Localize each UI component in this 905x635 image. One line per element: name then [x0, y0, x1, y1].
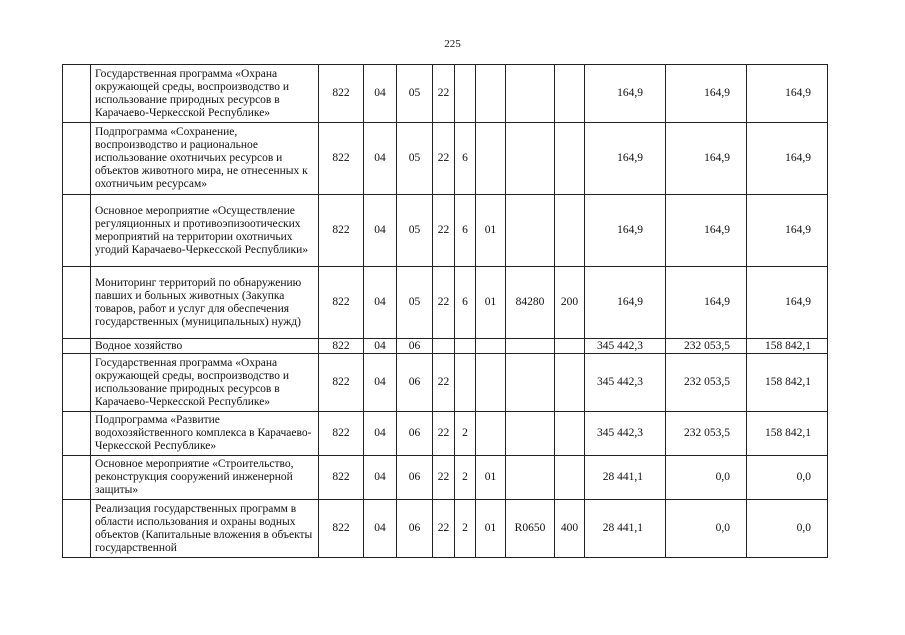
amount-year3-cell: 164,9	[747, 195, 828, 267]
row-number-cell	[63, 65, 91, 123]
subprogram-cell: 2	[455, 500, 476, 558]
amount-year2-cell: 232 053,5	[666, 354, 747, 412]
program-cell: 22	[433, 412, 455, 456]
amount-year2-cell: 0,0	[666, 500, 747, 558]
amount-year3-cell: 158 842,1	[747, 412, 828, 456]
direction-cell	[506, 195, 555, 267]
event-cell	[476, 123, 506, 195]
amount-year2-cell: 164,9	[666, 195, 747, 267]
direction-cell: 84280	[506, 267, 555, 339]
amount-year2-cell: 232 053,5	[666, 339, 747, 354]
expense-type-cell	[555, 456, 585, 500]
program-cell: 22	[433, 456, 455, 500]
amount-year1-cell: 164,9	[585, 65, 666, 123]
item-name-cell: Государственная программа «Охрана окружающей среды, воспроизводство и использование природных ресурсов в Карачаево-Черкесской Республике»	[91, 65, 319, 123]
amount-year2-cell: 164,9	[666, 267, 747, 339]
razdel-cell: 04	[364, 456, 397, 500]
table-row	[63, 123, 828, 195]
amount-year1-cell: 164,9	[585, 195, 666, 267]
row-number-cell	[63, 354, 91, 412]
program-cell	[433, 339, 455, 354]
vedomstvo-cell: 822	[319, 339, 364, 354]
subprogram-cell: 6	[455, 267, 476, 339]
razdel-cell: 04	[364, 267, 397, 339]
row-number-cell	[63, 412, 91, 456]
row-number-cell	[63, 195, 91, 267]
razdel-cell: 04	[364, 65, 397, 123]
vedomstvo-cell: 822	[319, 65, 364, 123]
amount-year1-cell: 28 441,1	[585, 456, 666, 500]
subprogram-cell: 2	[455, 456, 476, 500]
amount-year2-cell: 164,9	[666, 123, 747, 195]
amount-year1-cell: 28 441,1	[585, 500, 666, 558]
razdel-cell: 04	[364, 195, 397, 267]
direction-cell	[506, 412, 555, 456]
vedomstvo-cell: 822	[319, 354, 364, 412]
table-row	[63, 339, 828, 354]
item-name-cell: Водное хозяйство	[91, 339, 319, 354]
amount-year1-cell: 164,9	[585, 267, 666, 339]
vedomstvo-cell: 822	[319, 267, 364, 339]
podrazdel-cell: 05	[397, 123, 433, 195]
item-name-cell: Государственная программа «Охрана окружающей среды, воспроизводство и использование природных ресурсов в Карачаево-Черкесской Республике»	[91, 354, 319, 412]
direction-cell	[506, 456, 555, 500]
event-cell	[476, 354, 506, 412]
item-name-cell: Основное мероприятие «Строительство, реконструкция сооружений инженерной защиты»	[91, 456, 319, 500]
amount-year2-cell: 0,0	[666, 456, 747, 500]
expense-type-cell: 400	[555, 500, 585, 558]
table-row	[63, 267, 828, 339]
amount-year1-cell: 164,9	[585, 123, 666, 195]
event-cell: 01	[476, 267, 506, 339]
row-number-cell	[63, 267, 91, 339]
razdel-cell: 04	[364, 412, 397, 456]
table-row	[63, 412, 828, 456]
amount-year3-cell: 158 842,1	[747, 339, 828, 354]
vedomstvo-cell: 822	[319, 123, 364, 195]
direction-cell	[506, 339, 555, 354]
vedomstvo-cell: 822	[319, 500, 364, 558]
amount-year3-cell: 158 842,1	[747, 354, 828, 412]
amount-year2-cell: 232 053,5	[666, 412, 747, 456]
row-number-cell	[63, 339, 91, 354]
expense-type-cell	[555, 339, 585, 354]
amount-year3-cell: 0,0	[747, 500, 828, 558]
podrazdel-cell: 06	[397, 354, 433, 412]
table-row	[63, 456, 828, 500]
row-number-cell	[63, 500, 91, 558]
amount-year3-cell: 164,9	[747, 65, 828, 123]
table-body	[63, 65, 828, 558]
expense-type-cell: 200	[555, 267, 585, 339]
item-name-cell: Основное мероприятие «Осуществление регуляционных и противоэпизоотических мероприятий на территории охотничьих угодий Карачаево-Черкесской Республики»	[91, 195, 319, 267]
subprogram-cell	[455, 65, 476, 123]
direction-cell	[506, 65, 555, 123]
expense-type-cell	[555, 412, 585, 456]
item-name-cell: Реализация государственных программ в области использования и охраны водных объектов (Капитальные вложения в объекты государственной	[91, 500, 319, 558]
program-cell: 22	[433, 123, 455, 195]
amount-year3-cell: 0,0	[747, 456, 828, 500]
razdel-cell: 04	[364, 500, 397, 558]
program-cell: 22	[433, 354, 455, 412]
event-cell: 01	[476, 456, 506, 500]
table-row	[63, 354, 828, 412]
event-cell: 01	[476, 195, 506, 267]
row-number-cell	[63, 456, 91, 500]
budget-table	[62, 64, 828, 558]
direction-cell	[506, 123, 555, 195]
subprogram-cell: 6	[455, 123, 476, 195]
amount-year1-cell: 345 442,3	[585, 412, 666, 456]
razdel-cell: 04	[364, 354, 397, 412]
expense-type-cell	[555, 65, 585, 123]
table-row	[63, 195, 828, 267]
amount-year3-cell: 164,9	[747, 123, 828, 195]
razdel-cell: 04	[364, 123, 397, 195]
podrazdel-cell: 06	[397, 456, 433, 500]
program-cell: 22	[433, 267, 455, 339]
razdel-cell: 04	[364, 339, 397, 354]
amount-year3-cell: 164,9	[747, 267, 828, 339]
expense-type-cell	[555, 354, 585, 412]
program-cell: 22	[433, 500, 455, 558]
podrazdel-cell: 05	[397, 65, 433, 123]
event-cell	[476, 412, 506, 456]
item-name-cell: Мониторинг территорий по обнаружению павших и больных животных (Закупка товаров, работ и услуг для обеспечения государственных (муниципальных) нужд)	[91, 267, 319, 339]
row-number-cell	[63, 123, 91, 195]
subprogram-cell	[455, 339, 476, 354]
podrazdel-cell: 05	[397, 195, 433, 267]
item-name-cell: Подпрограмма «Развитие водохозяйственного комплекса в Карачаево-Черкесской Республике»	[91, 412, 319, 456]
event-cell	[476, 65, 506, 123]
subprogram-cell	[455, 354, 476, 412]
amount-year1-cell: 345 442,3	[585, 339, 666, 354]
event-cell	[476, 339, 506, 354]
podrazdel-cell: 06	[397, 339, 433, 354]
podrazdel-cell: 05	[397, 267, 433, 339]
subprogram-cell: 6	[455, 195, 476, 267]
expense-type-cell	[555, 195, 585, 267]
direction-cell: R0650	[506, 500, 555, 558]
program-cell: 22	[433, 195, 455, 267]
page-number: 225	[444, 38, 461, 50]
podrazdel-cell: 06	[397, 500, 433, 558]
table-row	[63, 65, 828, 123]
table-row	[63, 500, 828, 558]
vedomstvo-cell: 822	[319, 412, 364, 456]
program-cell: 22	[433, 65, 455, 123]
direction-cell	[506, 354, 555, 412]
amount-year2-cell: 164,9	[666, 65, 747, 123]
event-cell: 01	[476, 500, 506, 558]
subprogram-cell: 2	[455, 412, 476, 456]
item-name-cell: Подпрограмма «Сохранение, воспроизводство и рациональное использование охотничьих ресурсов и объектов животного мира, не отнесенных к охотничьим ресурсам»	[91, 123, 319, 195]
vedomstvo-cell: 822	[319, 456, 364, 500]
vedomstvo-cell: 822	[319, 195, 364, 267]
podrazdel-cell: 06	[397, 412, 433, 456]
amount-year1-cell: 345 442,3	[585, 354, 666, 412]
expense-type-cell	[555, 123, 585, 195]
